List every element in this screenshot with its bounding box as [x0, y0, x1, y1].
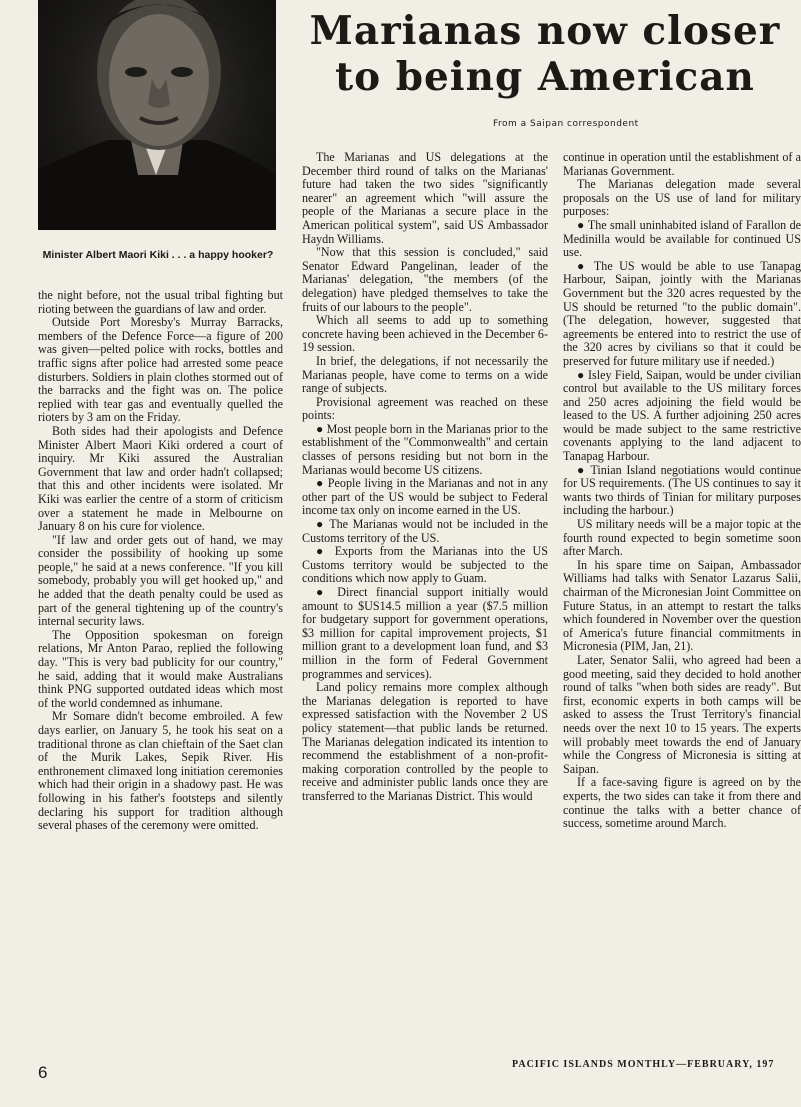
bullet-paragraph: ● Exports from the Marianas into the US Customs territory would be subjected to the conditions which now apply to Guam.: [302, 544, 548, 586]
paragraph: continue in operation until the establishment of a Marianas Government.: [563, 151, 801, 178]
text-column-1: [38, 289, 283, 1039]
headline-line-1: Marianas now closer: [309, 8, 781, 54]
headline-line-2: to being American: [335, 54, 755, 100]
paragraph: In brief, the delegations, if not necessarily the Marianas people, have come to terms on a wide range of subjects.: [302, 353, 548, 396]
portrait-icon: [38, 0, 276, 230]
paragraph: Later, Senator Salii, who agreed had been a good meeting, said they decided to hold another round of talks "when both sides are ready". But first, economic experts in both camps will be asked to assess the Trust Territory's financial needs over the next 10 to 15 years. The experts will probably meet towards the end of January while the Congress of Micronesia is sitting at Saipan.: [563, 652, 801, 776]
paragraph: US military needs will be a major topic at the fourth round expected to begin sometime soon after March.: [563, 517, 801, 559]
bullet-paragraph: ● The US would be able to use Tanapag Harbour, Saipan, jointly with the Marianas Government but the 320 acres requested by the US should be returned "to the public domain". (The delegation, however, suggested that agreements be entered into to restrict the use of the 320 acres by civilians so that it could be preserved for future military use if needed.): [563, 258, 801, 368]
text-column-3: [563, 151, 801, 1041]
photo-caption: Minister Albert Maori Kiki . . . a happy hooker?: [42, 249, 274, 261]
portrait-photo: [38, 0, 276, 230]
article-headline: [300, 8, 790, 100]
paragraph: The Marianas delegation made several proposals on the US use of land for military purposes:: [563, 177, 801, 219]
bullet-paragraph: ● People living in the Marianas and not in any other part of the US would be subject to Federal income tax only on income earned in the US.: [302, 476, 548, 518]
running-footer: PACIFIC ISLANDS MONTHLY—FEBRUARY, 197: [512, 1059, 775, 1070]
page-number: 6: [38, 1063, 48, 1082]
paragraph: Provisional agreement was reached on these points:: [302, 394, 548, 423]
paragraph: the night before, not the usual tribal fighting but rioting between the guardians of law and order.: [38, 289, 283, 316]
paragraph: In his spare time on Saipan, Ambassador Williams had talks with Senator Lazarus Salii, chairman of the Micronesian Joint Committee on Future Status, in an attempt to restart the talks which foundered in November over the question of America's future financial commitments in Micronesia (PIM, Jan, 21).: [563, 557, 801, 654]
bullet-paragraph: ● Isley Field, Saipan, would be under civilian control but available to the US military forces and 250 acres adjoining the field would be leased to the US. A further adjoining 250 acres would be made subject to the same restrictive covenants applying to the land adjacent to Tanapag Harbour.: [563, 367, 801, 464]
bullet-paragraph: ● Most people born in the Marianas prior to the establishment of the "Commonwealth" and certain classes of persons residing but not born in the Marianas would become US citizens.: [302, 421, 548, 477]
paragraph: If a face-saving figure is agreed on by the experts, the two sides can take it from there and continue the talks with a better chance of success, sometime around March.: [563, 775, 801, 831]
text-column-2: [302, 151, 548, 1041]
bullet-paragraph: ● Direct financial support initially would amount to $US14.5 million a year ($7.5 million for budgetary support for government operations, $3 million for capital improvement projects, $1 million grant to a development loan fund, and $3 million in the form of Federal Government programmes and services).: [302, 585, 548, 681]
paragraph: Both sides had their apologists and Defence Minister Albert Maori Kiki ordered a court of inquiry. Mr Kiki assured the Australian Government that law and order hadn't collapsed; that this and other incidents were isolated. Mr Kiki was earlier the centre of a storm of criticism over a statement he made in Melbourne on January 8 on his cure for violence.: [38, 423, 283, 534]
bullet-paragraph: ● Tinian Island negotiations would continue for US requirements. (The US continues to say it wants two thirds of Tinian for military purposes including the harbour.): [563, 462, 801, 518]
paragraph: The Marianas and US delegations at the December third round of talks on the Marianas' future had taken the two sides "significantly nearer" an agreement which "will assure the people of the Marianas a secure place in the American political system", said US Ambassador Haydn Williams.: [302, 151, 548, 246]
paragraph: The Opposition spokesman on foreign relations, Mr Anton Parao, replied the following day. "This is very bad publicity for our country," he said, adding that it would make Australians think PNG supported outdated ideas which most of the world condemned as inhumane.: [38, 627, 283, 710]
paragraph: Outside Port Moresby's Murray Barracks, members of the Defence Force—a figure of 200 was given—pelted police with rocks, bottles and traffic signs after police had arrested some peace disturbers. Soldiers in plain clothes stormed out of the barracks and the fight was on. The police replied with tear gas and eventually quelled the rioters by 3 am on the Friday.: [38, 315, 283, 425]
bullet-paragraph: ● The Marianas would not be included in the Customs territory of the US.: [302, 517, 548, 545]
paragraph: "Now that this session is concluded," said Senator Edward Pangelinan, leader of the Marianas' delegation, "the members (of the delegation) have pledged themselves to take the fruits of our labours to the people".: [302, 245, 548, 314]
paragraph: Land policy remains more complex although the Marianas delegation is reported to have expressed satisfaction with the November 2 US policy statement—that public lands be returned. The Marianas delegation indicated its intention to recommend the establishment of a non-profit-making corporation controlled by the people to receive and administer public lands once they are transferred to the Marianas District. This would: [302, 680, 548, 803]
byline: From a Saipan correspondent: [493, 119, 639, 129]
paragraph: "If law and order gets out of hand, we may consider the possibility of hooking up some people," he said at a news conference. "If you kill somebody, probably you will get hooked up," and he added that the death penalty could be used as part of the general tightening up of the country's internal security laws.: [38, 532, 283, 629]
paragraph: Which all seems to add up to something concrete having been achieved in the December 6-19 session.: [302, 313, 548, 355]
paragraph: Mr Somare didn't become embroiled. A few days earlier, on January 5, he took his seat on a traditional throne as clan chieftain of the Saet clan of the Murik Lakes, Sepik River. His enthronement climaxed long initiation ceremonies which had their origin in a shadowy past. He was following in his father's footsteps and silently declaring his support for tradition although several phases of the ceremony were omitted.: [38, 709, 283, 833]
bullet-paragraph: ● The small uninhabited island of Farallon de Medinilla would be available for continued US use.: [563, 217, 801, 260]
